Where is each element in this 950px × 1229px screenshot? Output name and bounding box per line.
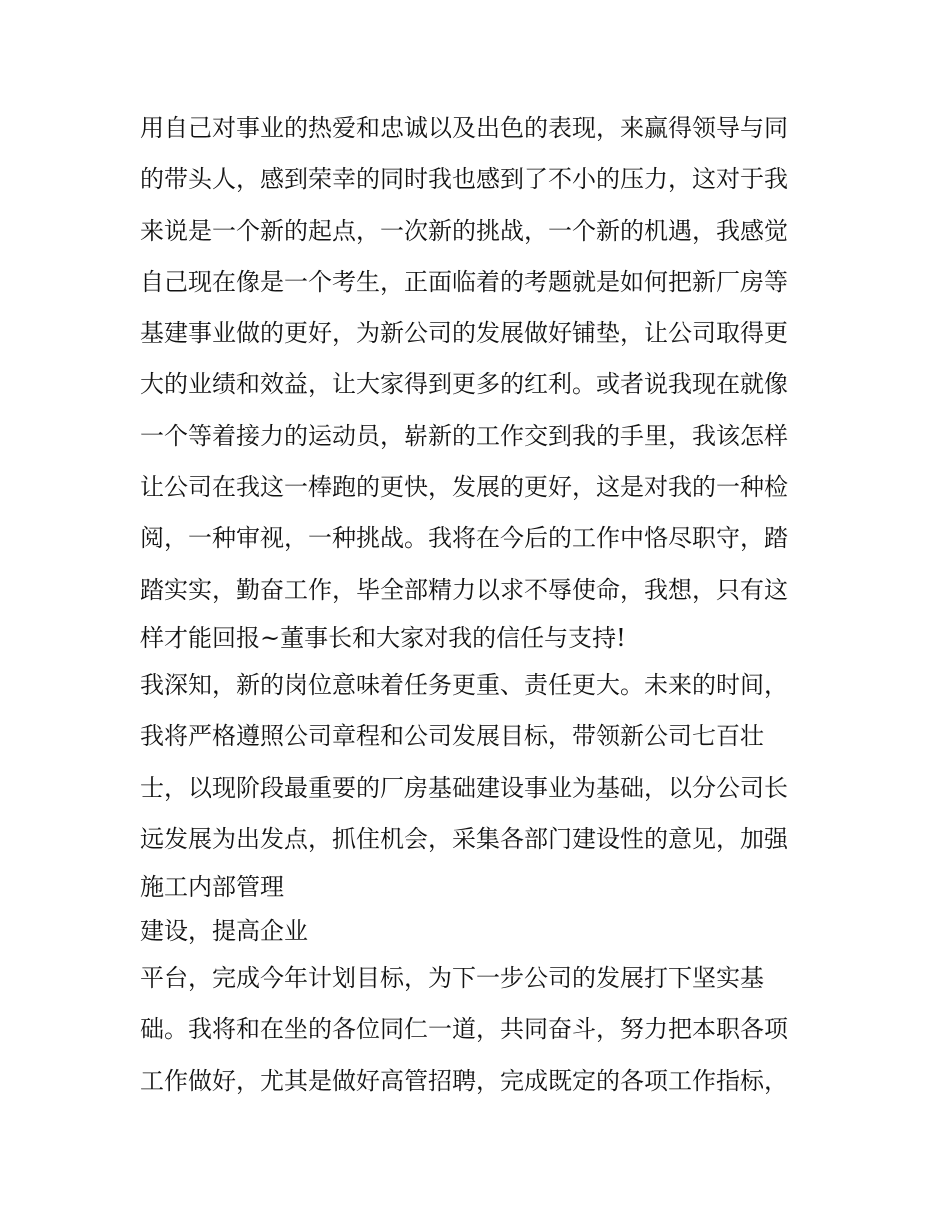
text-line: 阅，一种审视，一种挑战。我将在今后的工作中恪尽职守，踏 [140,524,788,553]
text-line: 用自己对事业的热爱和忠诚以及出色的表现，来赢得领导与同 [140,114,788,142]
text-line: 踏实实，勤奋工作，毕全部精力以求不辱使命，我想，只有这 [140,575,788,604]
text-line: 平台，完成今年计划目标，为下一步公司的发展打下坚实基 [140,964,764,993]
text-line: 基建事业做的更好，为新公司的发展做好铺垫，让公司取得更 [140,319,788,348]
text-line: 自己现在像是一个考生，正面临着的考题就是如何把新厂房等 [140,267,788,296]
text-line: 一个等着接力的运动员，崭新的工作交到我的手里，我该怎样 [140,421,788,450]
text-line: 让公司在我这一棒跑的更快，发展的更好，这是对我的一种检 [140,473,788,502]
text-line: 来说是一个新的起点，一次新的挑战，一个新的机遇，我感觉 [140,216,788,245]
text-line: 远发展为出发点，抓住机会，采集各部门建设性的意见，加强 [140,824,788,853]
text-line: 我深知，新的岗位意味着任务更重、责任更大。未来的时间， [140,670,788,699]
text-line: 础。我将和在坐的各位同仁一道，共同奋斗，努力把本职各项 [140,1015,788,1044]
text-line: 工作做好，尤其是做好高管招聘，完成既定的各项工作指标， [140,1066,788,1095]
text-line: 施工内部管理 [140,873,284,902]
text-line: 我将严格遵照公司章程和公司发展目标，带领新公司七百壮 [140,722,764,751]
text-line: 大的业绩和效益，让大家得到更多的红利。或者说我现在就像 [140,370,788,399]
text-line: 士，以现阶段最重要的厂房基础建设事业为基础，以分公司长 [140,773,788,802]
body-text [140,103,830,1107]
text-line: 样才能回报~董事长和大家对我的信任与支持! [140,623,626,652]
text-line: 建设，提高企业 [140,917,308,946]
text-line: 的带头人，感到荣幸的同时我也感到了不小的压力，这对于我 [140,165,788,194]
